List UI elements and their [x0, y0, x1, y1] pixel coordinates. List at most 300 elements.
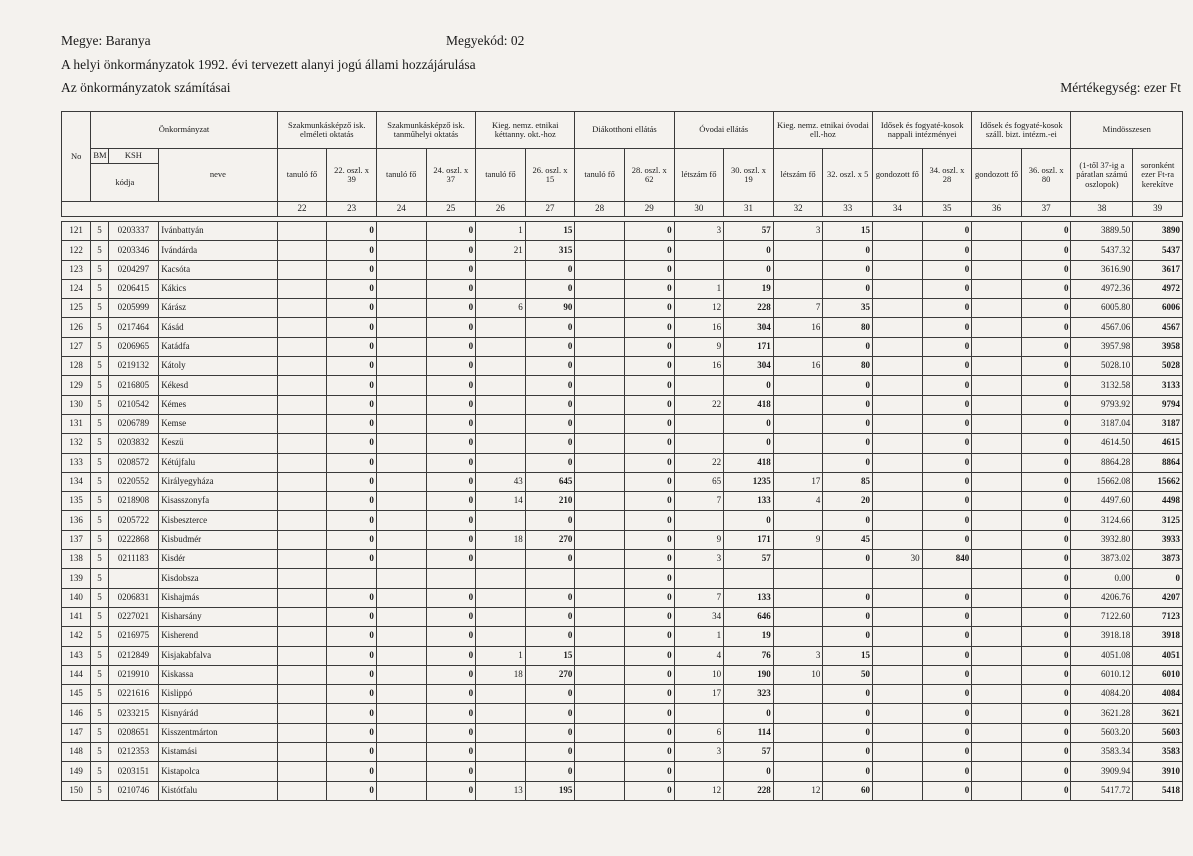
cell-total: 3187.04 [1071, 414, 1133, 433]
cell-value: 0 [327, 781, 377, 800]
cell-name: Kisdobsza [159, 569, 277, 588]
cell-value: 0 [426, 607, 476, 626]
cell-no: 136 [62, 511, 91, 530]
cell-no: 145 [62, 685, 91, 704]
cell-bm: 5 [91, 530, 108, 549]
subheader: 36. oszl. x 80 [1021, 149, 1071, 202]
cell-value [873, 704, 923, 723]
cell-ksh: 0222868 [108, 530, 159, 549]
cell-value: 0 [724, 414, 774, 433]
cell-value [575, 260, 625, 279]
cell-value [873, 395, 923, 414]
cell-value: 0 [426, 414, 476, 433]
cell-value [972, 318, 1022, 337]
cell-value [575, 627, 625, 646]
cell-value: 0 [922, 260, 972, 279]
cell-value [972, 723, 1022, 742]
cell-value: 0 [1021, 260, 1071, 279]
cell-no: 124 [62, 279, 91, 298]
cell-ksh [108, 569, 159, 588]
column-number: 26 [476, 202, 526, 217]
cell-value [376, 318, 426, 337]
cell-value: 45 [823, 530, 873, 549]
cell-bm: 5 [91, 376, 108, 395]
cell-value [972, 376, 1022, 395]
cell-value: 0 [1021, 607, 1071, 626]
cell-bm: 5 [91, 337, 108, 356]
table-body [62, 222, 1183, 801]
cell-value [972, 395, 1022, 414]
cell-value: 0 [525, 550, 575, 569]
cell-bm: 5 [91, 627, 108, 646]
cell-value: 171 [724, 530, 774, 549]
cell-value [376, 762, 426, 781]
cell-bm: 5 [91, 357, 108, 376]
cell-value: 0 [426, 260, 476, 279]
cell-value: 0 [327, 241, 377, 260]
column-number: 25 [426, 202, 476, 217]
cell-name: Kistótfalu [159, 781, 277, 800]
cell-value: 0 [1021, 781, 1071, 800]
cell-value [674, 414, 724, 433]
cell-value [476, 685, 526, 704]
cell-name: Kiskassa [159, 665, 277, 684]
cell-value: 190 [724, 665, 774, 684]
cell-value: 0 [922, 685, 972, 704]
cell-value [773, 588, 823, 607]
cell-value [773, 685, 823, 704]
cell-value: 0 [327, 222, 377, 241]
cell-value: 0 [327, 492, 377, 511]
subheader: létszám fő [773, 149, 823, 202]
cell-total-rounded: 3187 [1133, 414, 1183, 433]
cell-no: 134 [62, 472, 91, 491]
cell-value: 0 [624, 395, 674, 414]
cell-value [277, 395, 327, 414]
col-neve-header: neve [159, 149, 277, 202]
cell-value: 0 [922, 299, 972, 318]
cell-total: 7122.60 [1071, 607, 1133, 626]
cell-ksh: 0210542 [108, 395, 159, 414]
cell-no: 127 [62, 337, 91, 356]
cell-value [922, 569, 972, 588]
cell-value [476, 434, 526, 453]
cell-value [575, 511, 625, 530]
cell-value [575, 743, 625, 762]
cell-value: 30 [873, 550, 923, 569]
cell-value: 0 [327, 434, 377, 453]
cell-no: 129 [62, 376, 91, 395]
cell-value: 0 [525, 357, 575, 376]
cell-value: 0 [823, 723, 873, 742]
cell-value [773, 260, 823, 279]
cell-value: 0 [525, 395, 575, 414]
cell-value [376, 550, 426, 569]
cell-no: 126 [62, 318, 91, 337]
cell-value [575, 492, 625, 511]
cell-value [277, 781, 327, 800]
cell-value [972, 588, 1022, 607]
cell-value: 0 [525, 607, 575, 626]
cell-value [376, 685, 426, 704]
cell-value [277, 704, 327, 723]
cell-value [972, 685, 1022, 704]
cell-value [873, 743, 923, 762]
cell-value [773, 434, 823, 453]
table-header [62, 112, 1183, 222]
cell-no: 139 [62, 569, 91, 588]
column-number: 24 [376, 202, 426, 217]
cell-total-rounded: 5418 [1133, 781, 1183, 800]
cell-value [972, 453, 1022, 472]
cell-value: 0 [624, 453, 674, 472]
cell-total-rounded: 15662 [1133, 472, 1183, 491]
cell-value: 0 [624, 627, 674, 646]
cell-value: 0 [922, 222, 972, 241]
cell-value [972, 530, 1022, 549]
cell-value: 57 [724, 222, 774, 241]
cell-no: 130 [62, 395, 91, 414]
cell-value: 13 [476, 781, 526, 800]
cell-value: 0 [724, 762, 774, 781]
column-number: 36 [972, 202, 1022, 217]
cell-value [376, 337, 426, 356]
table-row [62, 222, 1183, 241]
cell-value: 12 [674, 781, 724, 800]
cell-no: 147 [62, 723, 91, 742]
cell-value [972, 279, 1022, 298]
cell-value: 50 [823, 665, 873, 684]
cell-name: Kásád [159, 318, 277, 337]
cell-total: 3909.94 [1071, 762, 1133, 781]
cell-value: 0 [1021, 318, 1071, 337]
group-header-onkormanyzat: Önkormányzat [91, 112, 277, 149]
cell-total-rounded: 7123 [1133, 607, 1183, 626]
cell-name: Kishajmás [159, 588, 277, 607]
cell-no: 137 [62, 530, 91, 549]
cell-value [376, 376, 426, 395]
cell-ksh: 0206789 [108, 414, 159, 433]
cell-value [575, 279, 625, 298]
cell-value: 0 [823, 685, 873, 704]
cell-no: 146 [62, 704, 91, 723]
cell-value [277, 646, 327, 665]
cell-value [376, 704, 426, 723]
cell-value [972, 434, 1022, 453]
cell-value: 0 [724, 704, 774, 723]
cell-total: 3132.58 [1071, 376, 1133, 395]
cell-bm: 5 [91, 434, 108, 453]
cell-value: 0 [624, 318, 674, 337]
cell-value [277, 665, 327, 684]
cell-value [873, 260, 923, 279]
column-number: 30 [674, 202, 724, 217]
cell-no: 122 [62, 241, 91, 260]
column-number: 29 [624, 202, 674, 217]
cell-value [575, 434, 625, 453]
table-row [62, 588, 1183, 607]
cell-value [873, 588, 923, 607]
cell-bm: 5 [91, 318, 108, 337]
cell-no: 133 [62, 453, 91, 472]
cell-name: Kárász [159, 299, 277, 318]
cell-value: 0 [1021, 472, 1071, 491]
cell-value [376, 357, 426, 376]
allocation-table [61, 111, 1183, 801]
cell-value: 0 [823, 395, 873, 414]
cell-value: 65 [674, 472, 724, 491]
cell-total: 5417.72 [1071, 781, 1133, 800]
cell-value: 0 [327, 588, 377, 607]
cell-value: 34 [674, 607, 724, 626]
cell-no: 123 [62, 260, 91, 279]
cell-value: 12 [773, 781, 823, 800]
cell-value: 0 [624, 260, 674, 279]
cell-bm: 5 [91, 569, 108, 588]
cell-value [972, 414, 1022, 433]
column-number: 23 [327, 202, 377, 217]
cell-value: 0 [525, 453, 575, 472]
cell-value: 0 [922, 511, 972, 530]
cell-value [376, 743, 426, 762]
group-header: Idősek és fogyaté-kosok nappali intézményei [873, 112, 972, 149]
group-header: Óvodai ellátás [674, 112, 773, 149]
cell-no: 135 [62, 492, 91, 511]
cell-value: 0 [426, 550, 476, 569]
subheader: 24. oszl. x 37 [426, 149, 476, 202]
cell-value [376, 569, 426, 588]
cell-value: 0 [426, 646, 476, 665]
cell-value: 0 [1021, 762, 1071, 781]
cell-value: 0 [1021, 395, 1071, 414]
cell-value [277, 241, 327, 260]
cell-value [476, 260, 526, 279]
cell-no: 149 [62, 762, 91, 781]
cell-bm: 5 [91, 781, 108, 800]
subheader: gondozott fő [972, 149, 1022, 202]
table-row [62, 453, 1183, 472]
table-row [62, 781, 1183, 800]
cell-value: 228 [724, 299, 774, 318]
cell-value [376, 260, 426, 279]
cell-value [575, 241, 625, 260]
cell-value: 0 [327, 704, 377, 723]
cell-value: 0 [327, 299, 377, 318]
cell-value [376, 395, 426, 414]
cell-total-rounded: 3890 [1133, 222, 1183, 241]
cell-value [476, 704, 526, 723]
cell-value: 0 [922, 492, 972, 511]
cell-value [376, 414, 426, 433]
cell-bm: 5 [91, 685, 108, 704]
cell-value: 18 [476, 665, 526, 684]
cell-name: Kisbudmér [159, 530, 277, 549]
cell-value [972, 607, 1022, 626]
cell-value [376, 781, 426, 800]
cell-value [277, 569, 327, 588]
cell-value [277, 434, 327, 453]
cell-value: 0 [426, 472, 476, 491]
col-ksh-header: KSH [108, 149, 159, 164]
cell-value: 90 [525, 299, 575, 318]
cell-ksh: 0233215 [108, 704, 159, 723]
cell-value [277, 588, 327, 607]
table-row [62, 530, 1183, 549]
cell-value: 0 [426, 492, 476, 511]
cell-value: 0 [922, 781, 972, 800]
cell-total-rounded: 3621 [1133, 704, 1183, 723]
cell-value: 60 [823, 781, 873, 800]
cell-ksh: 0219132 [108, 357, 159, 376]
cell-ksh: 0206415 [108, 279, 159, 298]
cell-value: 0 [624, 723, 674, 742]
cell-value: 16 [674, 318, 724, 337]
cell-value: 0 [525, 376, 575, 395]
cell-value [376, 607, 426, 626]
cell-value: 0 [624, 511, 674, 530]
cell-value [575, 376, 625, 395]
cell-value [476, 607, 526, 626]
cell-ksh: 0216805 [108, 376, 159, 395]
cell-name: Kisbeszterce [159, 511, 277, 530]
cell-total: 4051.08 [1071, 646, 1133, 665]
cell-ksh: 0212849 [108, 646, 159, 665]
cell-bm: 5 [91, 472, 108, 491]
cell-total-rounded: 4207 [1133, 588, 1183, 607]
cell-value [476, 395, 526, 414]
cell-value: 0 [426, 588, 476, 607]
cell-value: 0 [426, 279, 476, 298]
cell-value [873, 569, 923, 588]
cell-value [972, 665, 1022, 684]
cell-value: 0 [624, 222, 674, 241]
cell-value: 0 [327, 376, 377, 395]
cell-value [376, 472, 426, 491]
cell-value: 0 [624, 704, 674, 723]
unit-label: Mértékegység: ezer Ft [1060, 80, 1181, 95]
cell-value [575, 781, 625, 800]
cell-value: 0 [327, 762, 377, 781]
cell-value: 0 [624, 414, 674, 433]
cell-value: 270 [525, 530, 575, 549]
group-header: Idősek és fogyaté-kosok száll. bizt. intézm.-ei [972, 112, 1071, 149]
cell-value [674, 569, 724, 588]
table-row [62, 299, 1183, 318]
table-row [62, 357, 1183, 376]
cell-total: 15662.08 [1071, 472, 1133, 491]
cell-value [277, 550, 327, 569]
cell-total-rounded: 8864 [1133, 453, 1183, 472]
cell-value: 57 [724, 743, 774, 762]
cell-value: 0 [327, 318, 377, 337]
cell-value [575, 222, 625, 241]
cell-value: 15 [823, 646, 873, 665]
table-row [62, 241, 1183, 260]
cell-value: 3 [674, 222, 724, 241]
cell-bm: 5 [91, 550, 108, 569]
cell-bm: 5 [91, 222, 108, 241]
cell-value: 0 [922, 434, 972, 453]
cell-value [873, 472, 923, 491]
cell-value [277, 492, 327, 511]
cell-value: 1235 [724, 472, 774, 491]
cell-value: 0 [823, 414, 873, 433]
cell-total-rounded: 3958 [1133, 337, 1183, 356]
subheader: 26. oszl. x 15 [525, 149, 575, 202]
table-row [62, 511, 1183, 530]
cell-value: 645 [525, 472, 575, 491]
cell-value: 0 [823, 607, 873, 626]
cell-no: 150 [62, 781, 91, 800]
cell-value [277, 723, 327, 742]
cell-value: 76 [724, 646, 774, 665]
cell-value: 0 [922, 279, 972, 298]
cell-name: Kistapolca [159, 762, 277, 781]
cell-value [525, 569, 575, 588]
cell-value: 0 [327, 627, 377, 646]
cell-value: 17 [674, 685, 724, 704]
cell-no: 140 [62, 588, 91, 607]
cell-value: 0 [1021, 646, 1071, 665]
cell-value [277, 318, 327, 337]
cell-value [575, 704, 625, 723]
cell-ksh: 0204297 [108, 260, 159, 279]
cell-value [873, 511, 923, 530]
cell-value [773, 395, 823, 414]
cell-total: 4206.76 [1071, 588, 1133, 607]
col-no-header: No [62, 112, 91, 202]
cell-value [277, 357, 327, 376]
cell-total: 0.00 [1071, 569, 1133, 588]
page-title: A helyi önkormányzatok 1992. évi tervezett alanyi jogú állami hozzájárulása [61, 57, 476, 72]
cell-value: 0 [624, 434, 674, 453]
cell-value [873, 530, 923, 549]
cell-ksh: 0210746 [108, 781, 159, 800]
cell-total-rounded: 4084 [1133, 685, 1183, 704]
subheader: soronként ezer Ft-ra kerekítve [1133, 149, 1183, 202]
cell-value: 0 [525, 685, 575, 704]
cell-value: 80 [823, 318, 873, 337]
cell-no: 142 [62, 627, 91, 646]
cell-value [873, 665, 923, 684]
cell-value: 22 [674, 453, 724, 472]
cell-value: 0 [525, 723, 575, 742]
cell-value [575, 414, 625, 433]
cell-value: 0 [327, 723, 377, 742]
cell-value [376, 530, 426, 549]
cell-name: Ivándárda [159, 241, 277, 260]
cell-value: 0 [624, 646, 674, 665]
cell-value: 0 [426, 704, 476, 723]
cell-bm: 5 [91, 492, 108, 511]
cell-value: 0 [823, 279, 873, 298]
group-header: Mindösszesen [1071, 112, 1183, 149]
cell-value [476, 550, 526, 569]
cell-value [773, 607, 823, 626]
table-row [62, 665, 1183, 684]
cell-value [972, 646, 1022, 665]
cell-value: 0 [1021, 743, 1071, 762]
cell-bm: 5 [91, 299, 108, 318]
cell-name: Kisdér [159, 550, 277, 569]
table-row [62, 279, 1183, 298]
cell-bm: 5 [91, 260, 108, 279]
cell-value [873, 762, 923, 781]
cell-value: 0 [327, 453, 377, 472]
cell-value: 0 [426, 395, 476, 414]
cell-value: 0 [1021, 627, 1071, 646]
subheader: 34. oszl. x 28 [922, 149, 972, 202]
